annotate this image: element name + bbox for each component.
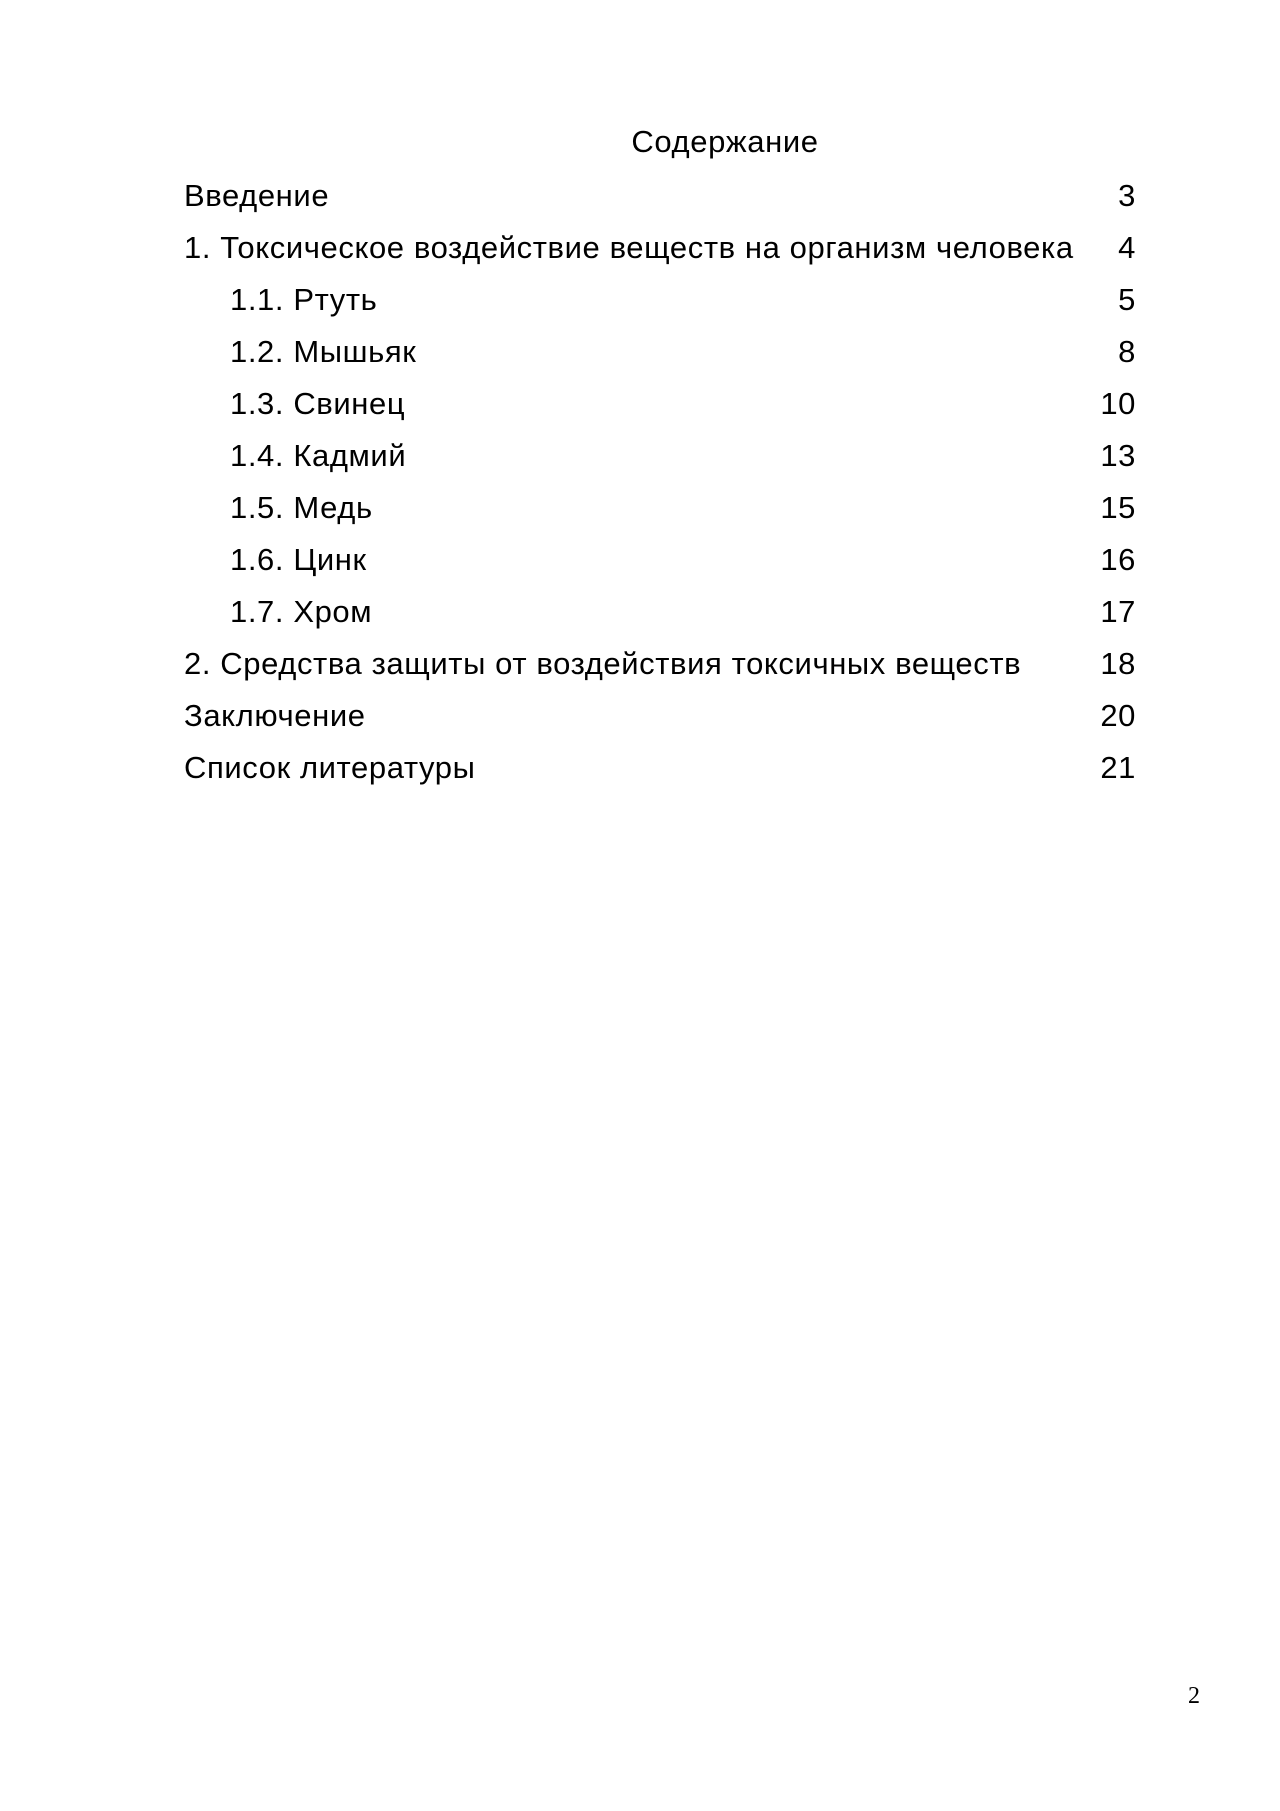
toc-entry-label: 1.1. Ртуть: [230, 282, 378, 317]
toc-entry-label: 1.6. Цинк: [230, 542, 367, 577]
toc-entry-chapter-2: [184, 638, 1136, 690]
toc-entry-page: 20: [1100, 698, 1136, 733]
toc-entry-label: Заключение: [184, 698, 366, 733]
table-of-contents: [184, 170, 1136, 794]
toc-entry-references: [184, 742, 1136, 794]
toc-entry-page: 3: [1118, 178, 1136, 213]
toc-title: Содержание: [631, 124, 819, 159]
toc-entry-label: Введение: [184, 178, 330, 213]
toc-entry-section-1-7: [184, 586, 1136, 638]
toc-entry-section-1-6: [184, 534, 1136, 586]
toc-entry-page: 8: [1118, 334, 1136, 369]
toc-entry-page: 4: [1118, 230, 1136, 265]
toc-entry-page: 16: [1100, 542, 1136, 577]
toc-entry-label: 1.5. Медь: [230, 490, 373, 525]
toc-entry-page: 13: [1100, 438, 1136, 473]
toc-entry-label: 1. Токсическое воздействие веществ на организм человека: [184, 230, 1074, 265]
toc-entry-section-1-3: [184, 378, 1136, 430]
toc-entry-section-1-4: [184, 430, 1136, 482]
toc-entry-label: 1.2. Мышьяк: [230, 334, 417, 369]
toc-entry-label: Список литературы: [184, 750, 476, 785]
toc-entry-chapter-1: [184, 222, 1136, 274]
toc-entry-label: 1.4. Кадмий: [230, 438, 407, 473]
toc-entry-page: 15: [1100, 490, 1136, 525]
toc-entry-label: 1.7. Хром: [230, 594, 373, 629]
toc-entry-page: 21: [1100, 750, 1136, 785]
toc-entry-section-1-2: [184, 326, 1136, 378]
toc-entry-label: 1.3. Свинец: [230, 386, 406, 421]
toc-entry-introduction: [184, 170, 1136, 222]
toc-entry-page: 10: [1100, 386, 1136, 421]
toc-entry-section-1-1: [184, 274, 1136, 326]
toc-entry-page: 5: [1118, 282, 1136, 317]
toc-entry-page: 18: [1100, 646, 1136, 681]
page-number: 2: [1188, 1683, 1200, 1709]
toc-entry-label: 2. Средства защиты от воздействия токсичных веществ: [184, 646, 1022, 681]
toc-entry-section-1-5: [184, 482, 1136, 534]
toc-entry-conclusion: [184, 690, 1136, 742]
toc-entry-page: 17: [1100, 594, 1136, 629]
